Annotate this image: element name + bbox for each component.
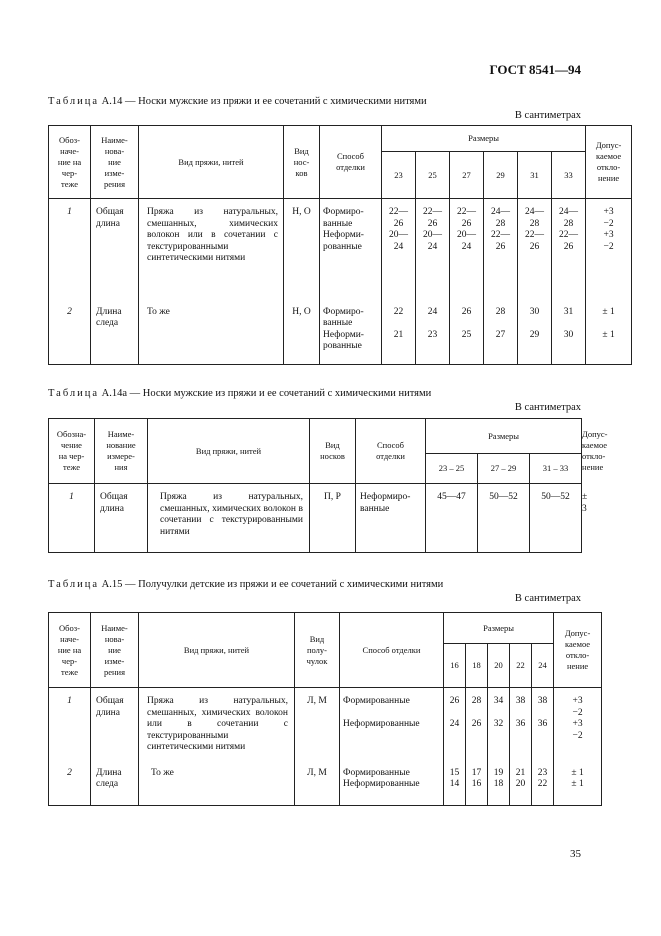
size-header: 20 <box>488 644 510 688</box>
row-name: Общая длина <box>95 484 148 553</box>
table-a14-units: В сантиметрах <box>514 110 581 121</box>
caption-word: Таблица <box>48 96 100 107</box>
header-designation: Обоз- наче- ние на чер- теже <box>49 126 91 199</box>
header-designation: Обоз- наче- ние на чер- теже <box>49 613 91 688</box>
header-stocking-type: Вид полу- чулок <box>295 613 340 688</box>
size-value: 50—52 <box>478 484 530 553</box>
size-value: 30 29 <box>518 307 552 365</box>
header-tolerance: Допус- каемое откло- нение <box>554 613 602 688</box>
row-number: 1 <box>49 688 91 768</box>
size-value: 34 32 <box>488 688 510 768</box>
row-finish: Формиро- ванные Неформи- рованные <box>320 199 382 307</box>
size-header: 23 <box>382 152 416 199</box>
header-sock-type: Вид носков <box>310 419 356 484</box>
caption-text: А.15 — Получулки детские из пряжи и ее сочетаний с химическими нитями <box>101 579 444 590</box>
size-value: 26 25 <box>450 307 484 365</box>
table-a15-units: В сантиметрах <box>514 593 581 604</box>
size-header: 22 <box>510 644 532 688</box>
size-header: 16 <box>444 644 466 688</box>
row-finish: Формиро- ванные Неформи- рованные <box>320 307 382 365</box>
row-yarn: То же <box>139 768 295 806</box>
row-number: 2 <box>49 768 91 806</box>
row-yarn: Пряжа из натуральных, смешанных, химических волокон или в сочетании с текстурированными синтетическими нитями <box>139 199 284 307</box>
row-tolerance: +3 −2 +3 −2 <box>586 199 632 307</box>
size-value: 45—47 <box>426 484 478 553</box>
size-header: 24 <box>532 644 554 688</box>
table-a14 <box>48 125 632 365</box>
header-yarn-type: Вид пряжи, нитей <box>139 613 295 688</box>
caption-text: А.14 — Носки мужские из пряжи и ее сочетаний с химическими нитями <box>101 96 427 107</box>
caption-word: Таблица <box>48 579 100 590</box>
size-value: 28 26 <box>466 688 488 768</box>
size-value: 22— 26 20— 24 <box>450 199 484 307</box>
size-value: 17 16 <box>466 768 488 806</box>
table-row: 1 Общая длина Пряжа из натуральных, смешанных, химических волокон в сочетании с текстурированными нитями П, Р Неформиро- ванные 45—47 50—52 50—52 ± 3 <box>49 484 582 553</box>
row-name: Общая длина <box>91 199 139 307</box>
size-value: 24— 28 22— 26 <box>484 199 518 307</box>
size-header: 31 – 33 <box>530 454 582 484</box>
size-value: 24— 28 22— 26 <box>518 199 552 307</box>
table-a14a: Обозна- чение на чер- теже Наиме- нование измере- ния Вид пряжи, нитей Вид носков Способ отделки Размеры Допус- каемое откло- нение 23 – 25 27 – 29 31 – 33 1 Общая длина Пряжа из натуральных, смешанных, химических волокон в сочетании с текстурированными нитями П, Р Неформиро- ванные 45—47 50—52 50—52 ± 3 <box>48 418 582 553</box>
size-header: 29 <box>484 152 518 199</box>
size-value: 50—52 <box>530 484 582 553</box>
header-finish: Способ отделки <box>320 126 382 199</box>
size-header: 33 <box>552 152 586 199</box>
header-measurement-name: Наиме- нова- ние изме- рения <box>91 126 139 199</box>
size-value: 21 20 <box>510 768 532 806</box>
header-tolerance: Допус- каемое откло- нение <box>586 126 632 199</box>
size-value: 28 27 <box>484 307 518 365</box>
row-finish: Неформиро- ванные <box>356 484 426 553</box>
size-header: 31 <box>518 152 552 199</box>
header-finish: Способ отделки <box>356 419 426 484</box>
table-row <box>49 307 632 365</box>
row-sock-type: П, Р <box>310 484 356 553</box>
table-row <box>49 199 632 307</box>
table-a15-caption <box>48 579 443 590</box>
header-sock-type: Вид нос- ков <box>284 126 320 199</box>
table-a14a-units: В сантиметрах <box>514 402 581 413</box>
header-yarn-type: Вид пряжи, нитей <box>139 126 284 199</box>
size-header: 27 <box>450 152 484 199</box>
row-name: Длина следа <box>91 768 139 806</box>
row-yarn: Пряжа из натуральных, смешанных, химических волокон или в сочетании с текстурированными синтетическими нитями <box>139 688 295 768</box>
caption-text: А.14а — Носки мужские из пряжи и ее сочетаний с химическими нитями <box>101 388 432 399</box>
header-sizes: Размеры <box>444 613 554 644</box>
table-a14a-caption <box>48 388 431 399</box>
table-row <box>49 688 602 768</box>
size-value: 22 21 <box>382 307 416 365</box>
table-row <box>49 768 602 806</box>
row-stocking-type: Л, М <box>295 688 340 768</box>
row-number: 2 <box>49 307 91 365</box>
size-value: 38 36 <box>532 688 554 768</box>
header-measurement-name: Наиме- нование измере- ния <box>95 419 148 484</box>
size-value: 22— 26 20— 24 <box>382 199 416 307</box>
page-number: 35 <box>570 848 581 860</box>
row-yarn: Пряжа из натуральных, смешанных, химических волокон в сочетании с текстурированными нитями <box>148 484 310 553</box>
size-value: 23 22 <box>532 768 554 806</box>
row-number: 1 <box>49 199 91 307</box>
size-value: 26 24 <box>444 688 466 768</box>
header-finish: Способ отделки <box>340 613 444 688</box>
row-finish: Формированные Неформированные <box>340 768 444 806</box>
size-value: 22— 26 20— 24 <box>416 199 450 307</box>
row-number: 1 <box>49 484 95 553</box>
row-name: Длина следа <box>91 307 139 365</box>
table-a14-caption <box>48 96 427 107</box>
caption-word: Таблица <box>48 388 100 399</box>
size-value: 24 23 <box>416 307 450 365</box>
header-sizes: Размеры <box>382 126 586 152</box>
row-stocking-type: Л, М <box>295 768 340 806</box>
row-tolerance: ± 1 ± 1 <box>586 307 632 365</box>
size-header: 25 <box>416 152 450 199</box>
row-sock-type: Н, О <box>284 307 320 365</box>
header-measurement-name: Наиме- нова- ние изме- рения <box>91 613 139 688</box>
size-value: 15 14 <box>444 768 466 806</box>
row-yarn: То же <box>139 307 284 365</box>
document-code: ГОСТ 8541—94 <box>489 62 581 77</box>
row-name: Общая длина <box>91 688 139 768</box>
table-a15 <box>48 612 602 806</box>
header-designation: Обозна- чение на чер- теже <box>49 419 95 484</box>
size-header: 23 – 25 <box>426 454 478 484</box>
size-value: 19 18 <box>488 768 510 806</box>
size-header: 27 – 29 <box>478 454 530 484</box>
row-tolerance: ± 1 ± 1 <box>554 768 602 806</box>
row-finish: Формированные Неформированные <box>340 688 444 768</box>
size-value: 38 36 <box>510 688 532 768</box>
size-value: 31 30 <box>552 307 586 365</box>
row-tolerance: +3 −2 +3 −2 <box>554 688 602 768</box>
row-sock-type: Н, О <box>284 199 320 307</box>
header-yarn-type: Вид пряжи, нитей <box>148 419 310 484</box>
size-header: 18 <box>466 644 488 688</box>
header-sizes: Размеры <box>426 419 582 454</box>
size-value: 24— 28 22— 26 <box>552 199 586 307</box>
